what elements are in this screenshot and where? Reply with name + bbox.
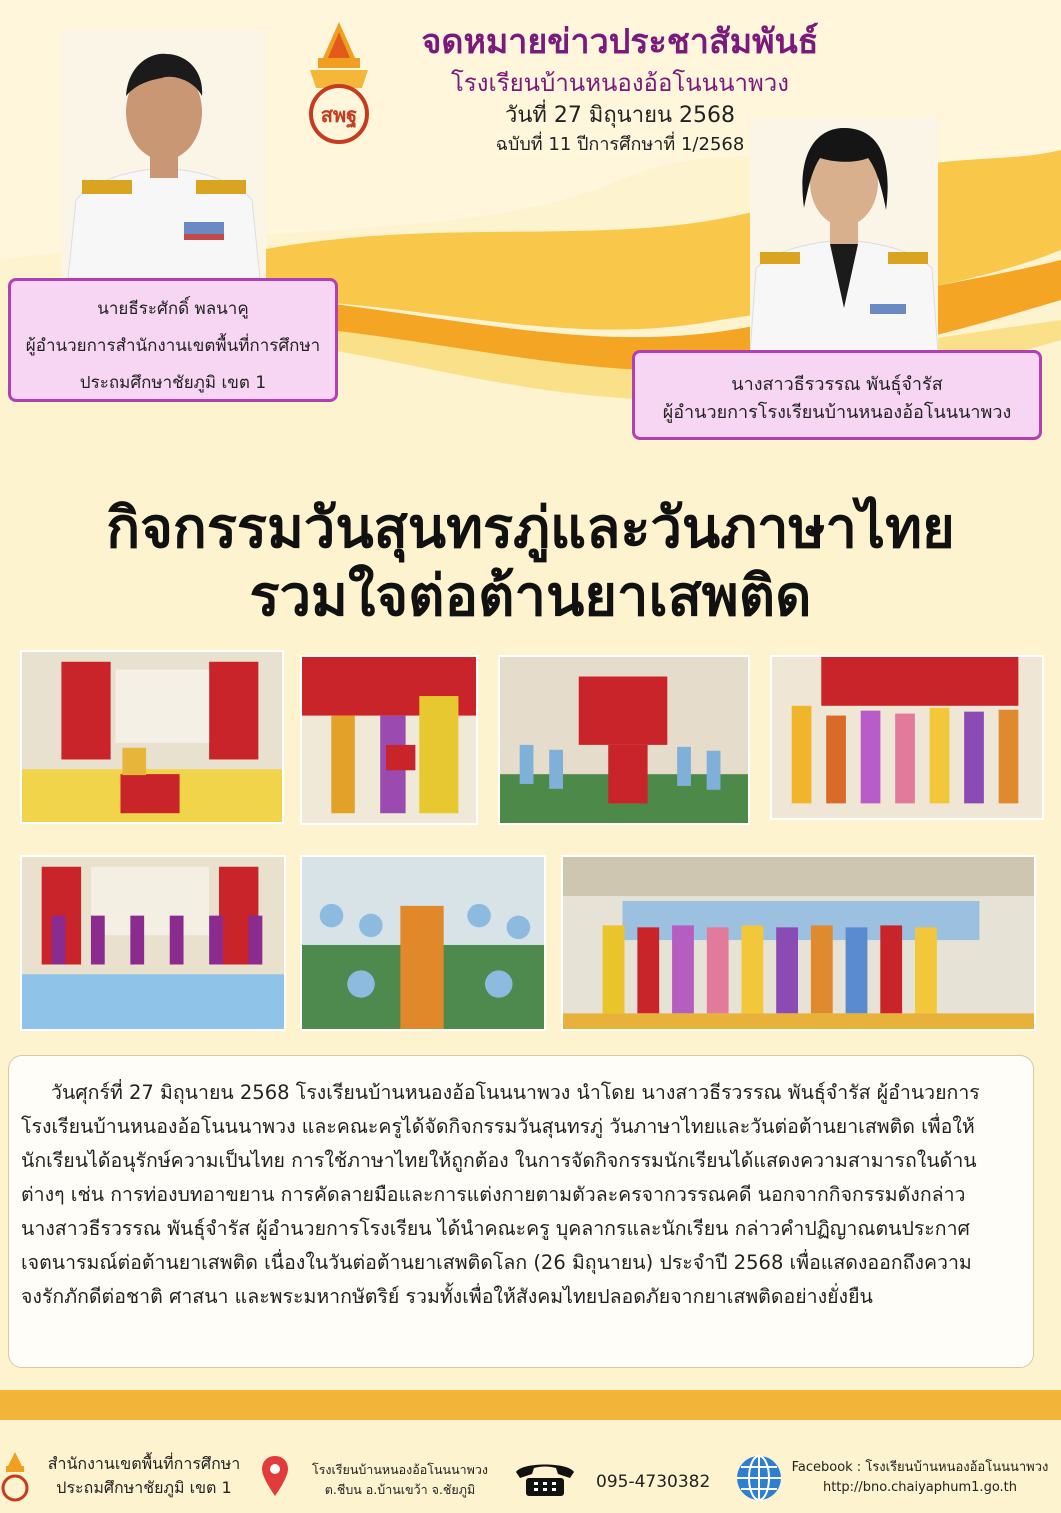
footer-school-address — [300, 1460, 500, 1500]
activity-photo-dance — [20, 855, 286, 1031]
footer-school-line-2: ต.ชีบน อ.บ้านเขว้า จ.ชัยภูมิ — [324, 1482, 476, 1497]
school-name: โรงเรียนบ้านหนองอ้อโนนนาพวง — [451, 69, 789, 97]
issue-date: วันที่ 27 มิถุนายน 2568 — [504, 103, 735, 128]
footer-website: http://bno.chaiyaphum1.go.th — [822, 1480, 1018, 1495]
globe-icon — [735, 1454, 783, 1502]
location-pin-icon — [262, 1456, 288, 1496]
director-left-position-2: ประถมศึกษาชัยภูมิ เขต 1 — [79, 373, 267, 393]
footer — [0, 1420, 1061, 1513]
director-left-name: นายธีระศักดิ์ พลนาคู — [97, 299, 249, 319]
article-paragraph: วันศุกร์ที่ 27 มิถุนายน 2568 โรงเรียนบ้านหนองอ้อโนนนาพวง นำโดย นางสาวธีรวรรณ พันธุ์จำรัส ผู้อำนวยการโรงเรียนบ้านหนองอ้อโนนนาพวง และคณะครูได้จัดกิจกรรมวันสุนทรภู่ วันภาษาไทยและวันต่อต้านยาเสพติด เพื่อให้นักเรียนได้อนุรักษ์ความเป็นไทย การใช้ภาษาไทยให้ถูกต้อง ในการจัดกิจกรรมนักเรียนได้แสดงความสามารถในด้านต่างๆ เช่น การท่องบทอาขยาน การคัดลายมือและการแต่งกายตามตัวละครจากวรรณคดี นอกจากกิจกรรมดังกล่าว นางสาวธีรวรรณ พันธุ์จำรัส ผู้อำนวยการโรงเรียน ได้นำคณะครู บุคลากรและนักเรียน กล่าวคำปฏิญาณตนประกาศเจตนารมณ์ต่อต้านยาเสพติด เนื่องในวันต่อต้านยาเสพติดโลก (26 มิถุนายน) ประจำปี 2568 เพื่อแสดงออกถึงความจงรักภักดีต่อชาติ ศาสนา และพระมหากษัตริย์ รวมทั้งเพื่อให้สังคมไทยปลอดภัยจากยาเสพติดอย่างยั่งยืน — [21, 1081, 980, 1308]
footer-phone: 095-4730382 — [596, 1472, 711, 1492]
footer-contact — [785, 1458, 1055, 1498]
director-right-name: นางสาวธีรวรรณ พันธุ์จำรัส — [731, 374, 943, 395]
footer-office-line-1: สำนักงานเขตพื้นที่การศึกษา — [47, 1454, 241, 1473]
director-left-namecard — [8, 278, 338, 402]
activity-photo-ceremony — [498, 655, 750, 825]
footer-school-line-1: โรงเรียนบ้านหนองอ้อโนนนาพวง — [311, 1462, 489, 1477]
headline-line-1: กิจกรรมวันสุนทรภู่และวันภาษาไทย — [106, 496, 955, 561]
footer-divider — [0, 1390, 1061, 1420]
director-right-position: ผู้อำนวยการโรงเรียนบ้านหนองอ้อโนนนาพวง — [662, 402, 1012, 423]
activity-photo-award — [300, 655, 478, 825]
activity-photo-costumes — [770, 655, 1044, 820]
issue-number: ฉบับที่ 11 ปีการศึกษาที่ 1/2568 — [495, 134, 745, 155]
telephone-icon — [512, 1460, 578, 1498]
director-left-position-1: ผู้อำนวยการสำนักงานเขตพื้นที่การศึกษา — [25, 336, 321, 356]
school-emblem-icon — [0, 1450, 30, 1504]
footer-office-line-2: ประถมศึกษาชัยภูมิ เขต 1 — [56, 1478, 232, 1497]
newsletter-title: จดหมายข่าวประชาสัมพันธ์ — [421, 22, 819, 62]
footer-facebook: Facebook : โรงเรียนบ้านหนองอ้อโนนนาพวง — [791, 1460, 1049, 1475]
activity-photo-students — [300, 855, 546, 1031]
director-left-photo — [62, 30, 266, 278]
footer-office — [34, 1452, 254, 1500]
activity-photo-group — [561, 855, 1036, 1031]
svg-text:สพฐ: สพฐ — [320, 103, 358, 127]
activity-photo-stage — [20, 650, 284, 824]
headline-line-2: รวมใจต่อต้านยาเสพติด — [249, 564, 812, 629]
school-emblem-icon — [300, 18, 378, 148]
director-right-photo — [750, 118, 938, 354]
article-body — [8, 1055, 1034, 1368]
headline — [0, 495, 1061, 631]
director-right-namecard — [632, 350, 1042, 440]
